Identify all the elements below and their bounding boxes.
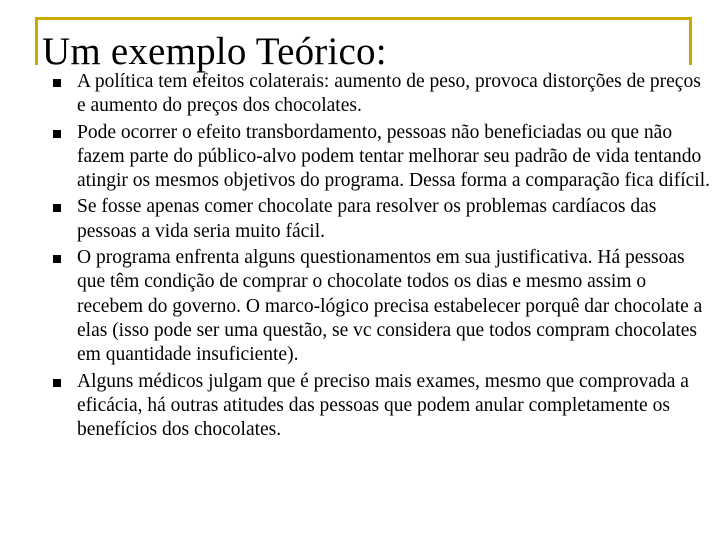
bullet-text-2: Pode ocorrer o efeito transbordamento, pessoas não beneficiadas ou que não fazem parte do público-alvo podem tentar melhorar seu padrão de vida tentando atingir os mesmos objetivos do programa. Dessa forma a comparação fica difícil.	[77, 121, 711, 192]
bullet-item-5	[0, 370, 720, 443]
square-bullet-icon	[53, 255, 61, 263]
title-frame-left-line	[35, 17, 38, 65]
square-bullet-icon	[53, 130, 61, 138]
title-frame-right-line	[689, 17, 692, 65]
bullet-item-1	[0, 70, 720, 119]
bullet-item-2	[0, 121, 720, 194]
bullet-item-3	[0, 195, 720, 244]
bullet-text-5: Alguns médicos julgam que é preciso mais exames, mesmo que comprovada a eficácia, há outras atitudes das pessoas que podem anular completamente os benefícios dos chocolates.	[77, 370, 689, 441]
square-bullet-icon	[53, 204, 61, 212]
bullet-text-1: A política tem efeitos colaterais: aumento de peso, provoca distorções de preços e aumento do preços dos chocolates.	[77, 71, 701, 117]
title-frame-top-line	[35, 17, 692, 20]
bullet-text-3: Se fosse apenas comer chocolate para resolver os problemas cardíacos das pessoas a vida seria muito fácil.	[77, 196, 657, 242]
bullet-item-4	[0, 246, 720, 367]
slide-title: Um exemplo Teórico:	[42, 30, 387, 73]
bullet-text-4: O programa enfrenta alguns questionamentos em sua justificativa. Há pessoas que têm condição de comprar o chocolate todos os dias e mesmo assim o recebem do governo. O marco-lógico precisa estabelecer porquê dar chocolate a elas (isso pode ser uma questão, se vc considera que todos compram chocolates em quantidade insuficiente).	[77, 247, 703, 366]
square-bullet-icon	[53, 79, 61, 87]
square-bullet-icon	[53, 379, 61, 387]
bullet-list	[0, 70, 720, 444]
